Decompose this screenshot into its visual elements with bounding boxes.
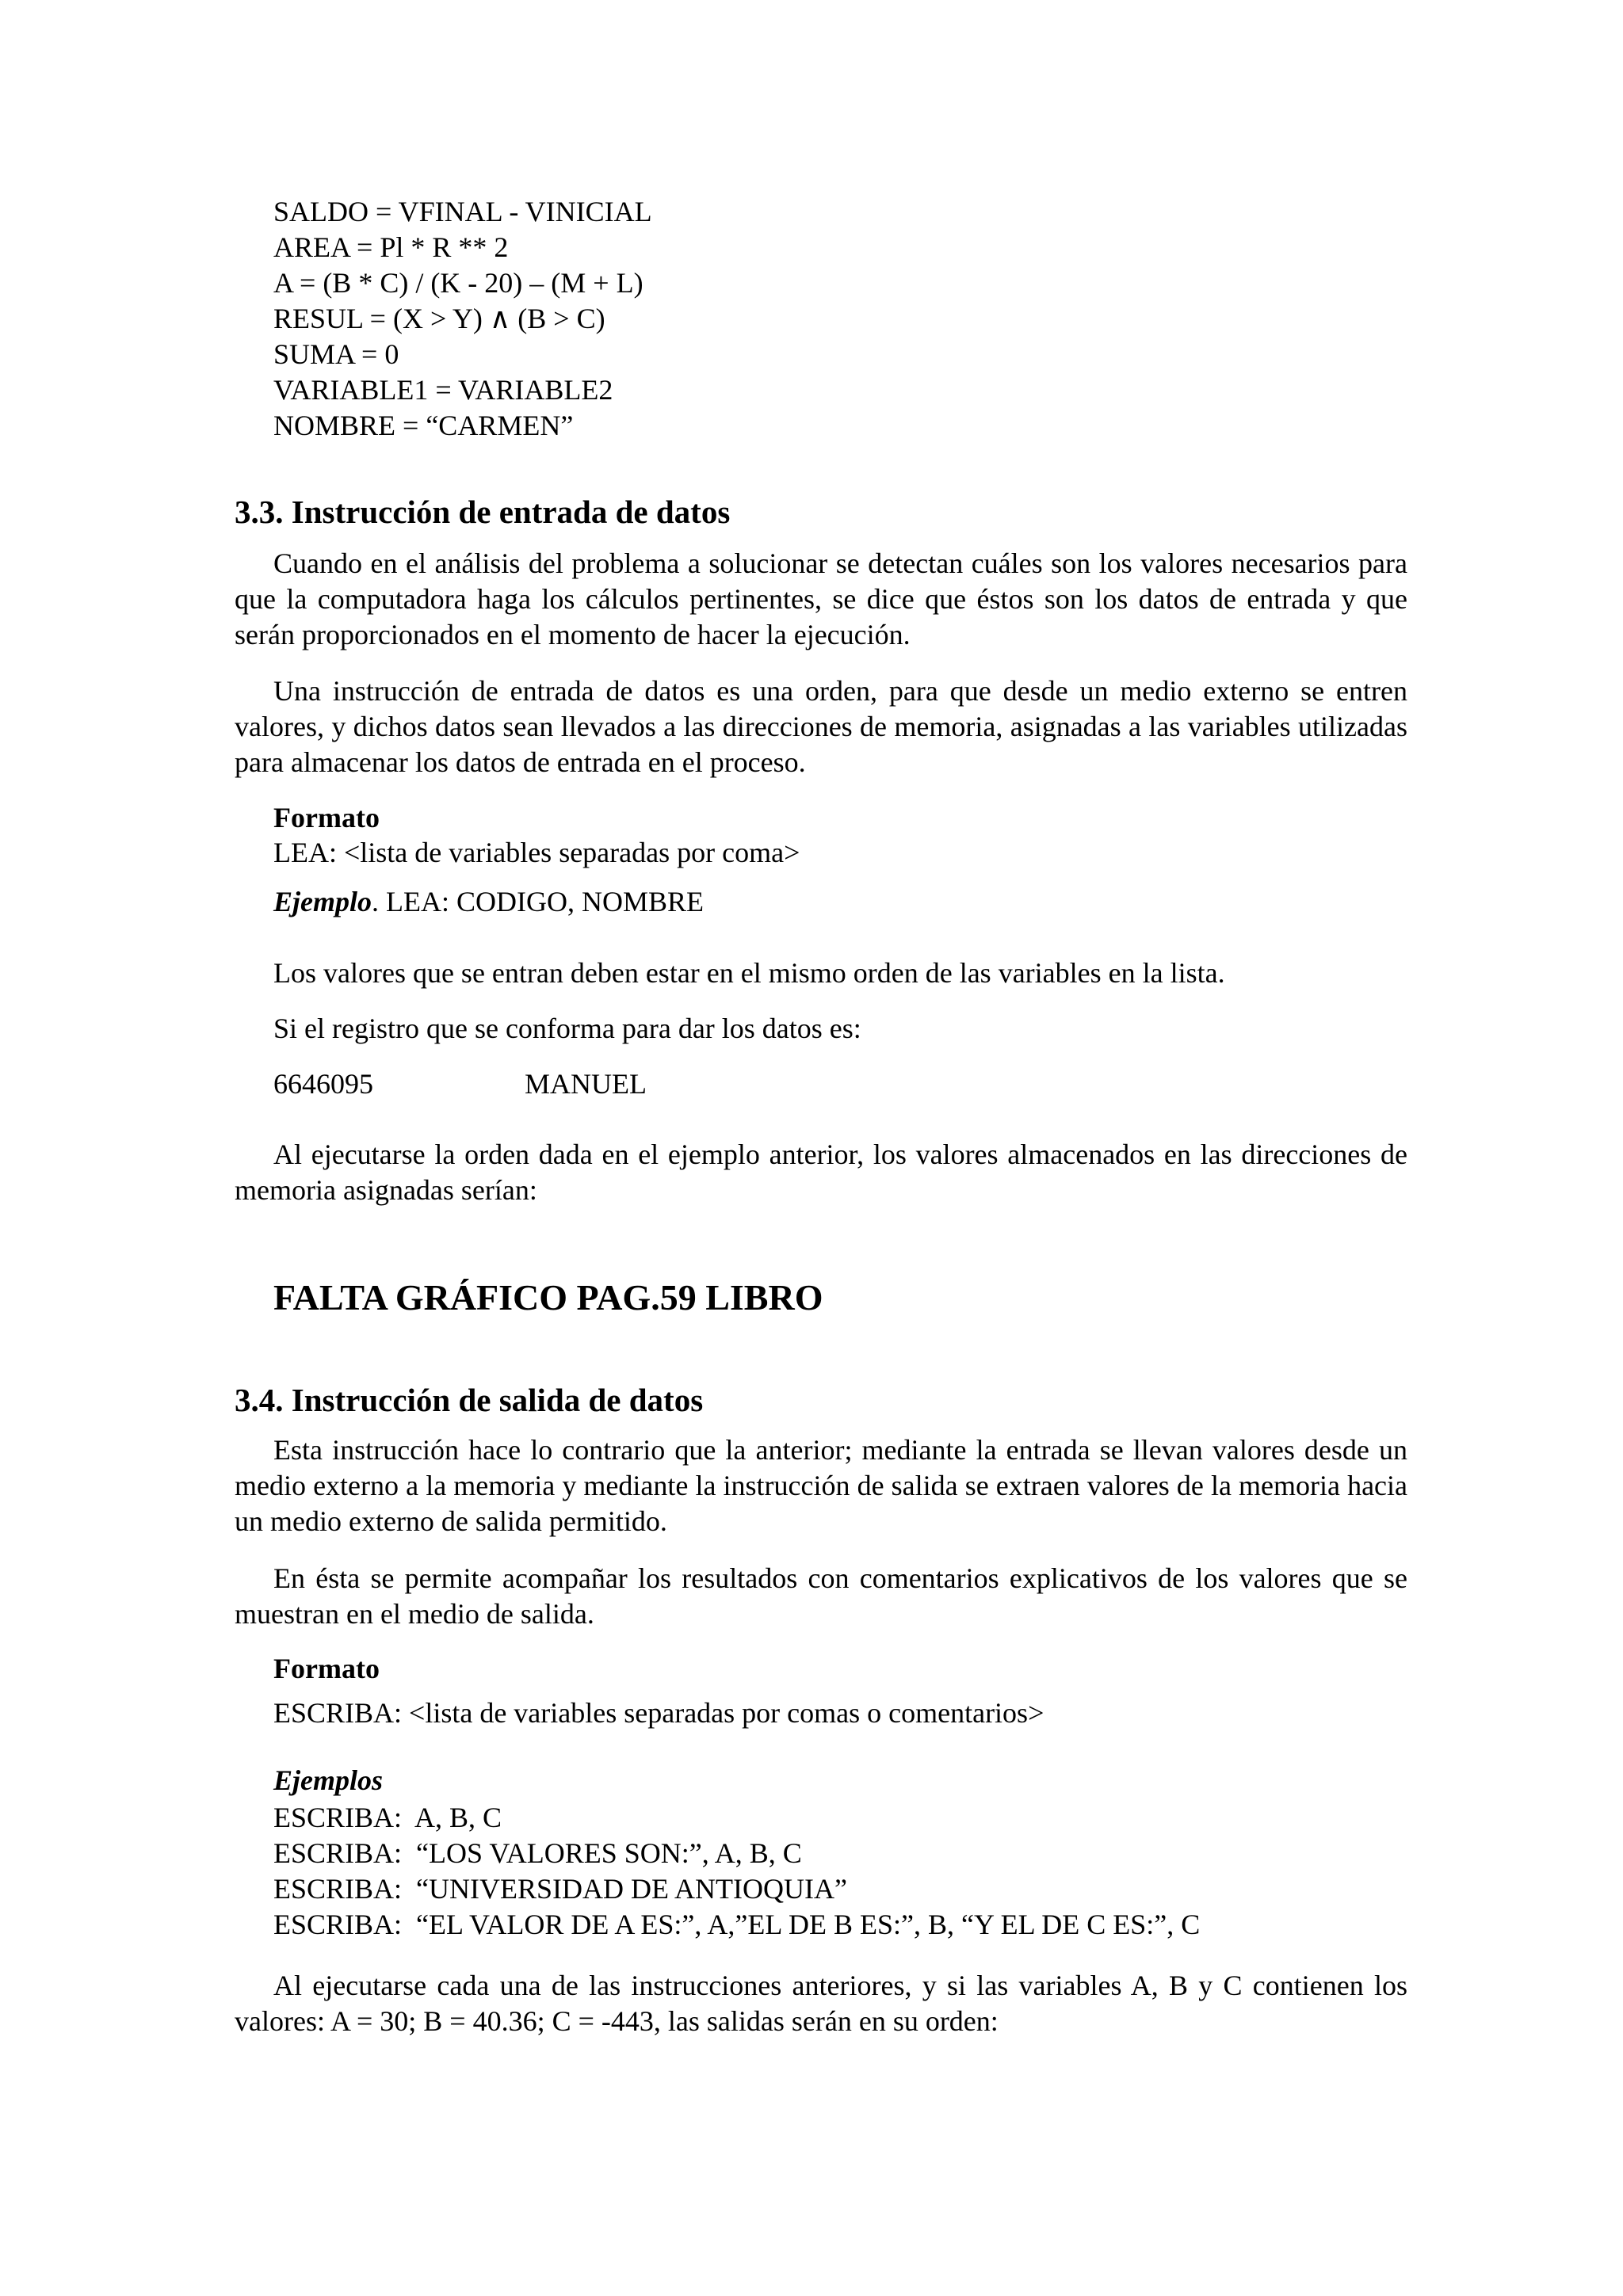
code-line: A = (B * C) / (K - 20) – (M + L) — [273, 267, 643, 299]
data-record — [273, 1066, 1407, 1102]
example-line: ESCRIBA: A, B, C — [273, 1802, 502, 1833]
section-heading-3-3: 3.3. Instrucción de entrada de datos — [235, 494, 731, 530]
record-code: 6646095 — [273, 1068, 373, 1100]
code-line: SALDO = VFINAL - VINICIAL — [273, 196, 652, 227]
example-label: Ejemplo — [273, 886, 372, 917]
code-line: RESUL = (X > Y) ∧ (B > C) — [273, 303, 605, 334]
paragraph: En ésta se permite acompañar los resultados con comentarios explicativos de los valores que se muestran en el medio de salida. — [235, 1562, 1407, 1630]
paragraph: Cuando en el análisis del problema a solucionar se detectan cuáles son los valores necesarios para que la computadora haga los cálculos pertinentes, se dice que éstos son los datos de entrada y que serán proporcionados en el momento de hacer la ejecución. — [235, 547, 1407, 650]
paragraph: Si el registro que se conforma para dar los datos es: — [273, 1013, 861, 1044]
paragraph: Al ejecutarse cada una de las instrucciones anteriores, y si las variables A, B y C contienen los valores: A = 30; B = 40.36; C = -443, las salidas serán en su orden: — [235, 1970, 1407, 2037]
examples-label: Ejemplos — [273, 1764, 384, 1796]
section-heading-3-4: 3.4. Instrucción de salida de datos — [235, 1382, 704, 1418]
format-syntax: ESCRIBA: <lista de variables separadas por comas o comentarios> — [273, 1697, 1044, 1729]
format-label: Formato — [273, 802, 380, 833]
example-line: ESCRIBA: “LOS VALORES SON:”, A, B, C — [273, 1837, 802, 1869]
code-line: SUMA = 0 — [273, 338, 399, 370]
format-label: Formato — [273, 1653, 380, 1684]
assignment-code-block — [273, 194, 1407, 444]
missing-graphic-note: FALTA GRÁFICO PAG.59 LIBRO — [273, 1277, 823, 1318]
paragraph: Los valores que se entran deben estar en el mismo orden de las variables en la lista. — [273, 957, 1225, 989]
code-line: VARIABLE1 = VARIABLE2 — [273, 374, 613, 406]
example-code: . LEA: CODIGO, NOMBRE — [372, 886, 704, 917]
paragraph: Al ejecutarse la orden dada en el ejemplo anterior, los valores almacenados en las direcciones de memoria asignadas serían: — [235, 1138, 1407, 1206]
examples-code-block — [273, 1800, 1407, 1943]
example-line: ESCRIBA: “UNIVERSIDAD DE ANTIOQUIA” — [273, 1873, 847, 1905]
example-line: ESCRIBA: “EL VALOR DE A ES:”, A,”EL DE B ES:”, B, “Y EL DE C ES:”, C — [273, 1909, 1201, 1940]
format-syntax: LEA: <lista de variables separadas por coma> — [273, 837, 800, 868]
example-line — [273, 884, 1407, 920]
record-name: MANUEL — [525, 1068, 647, 1100]
paragraph: Una instrucción de entrada de datos es una orden, para que desde un medio externo se entren valores, y dichos datos sean llevados a las direcciones de memoria, asignadas a las variables utilizadas para almacenar los datos de entrada en el proceso. — [235, 675, 1407, 778]
paragraph: Esta instrucción hace lo contrario que la anterior; mediante la entrada se llevan valores desde un medio externo a la memoria y mediante la instrucción de salida se extraen valores de la memoria hacia un medio externo de salida permitido. — [235, 1434, 1407, 1537]
code-line: AREA = Pl * R ** 2 — [273, 231, 509, 263]
code-line: NOMBRE = “CARMEN” — [273, 410, 574, 441]
